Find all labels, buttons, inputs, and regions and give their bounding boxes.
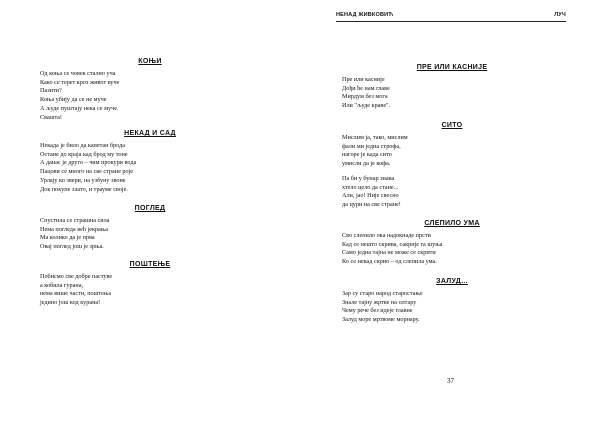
poem-line: једино још код курана! <box>40 299 101 307</box>
poem-sito <box>342 122 562 216</box>
poem-line: нема више части, поштења <box>40 290 112 298</box>
running-head <box>336 12 566 22</box>
poem-postenje <box>40 261 260 314</box>
poem-line: фали ми једна строфа, <box>342 142 401 150</box>
poem-line: да цури на све стране! <box>342 200 401 208</box>
poem-line: Овај поглед још је зрња. <box>40 243 104 251</box>
poem-line: Урлају ко звери, на узбуну звоне <box>40 176 126 184</box>
poem-title: ПРЕ ИЛИ КАСНИЈЕ <box>416 64 488 71</box>
poem-line: Ко се некад скрио – од слепила ума. <box>342 258 437 266</box>
poem-line: Пре или касније <box>342 76 385 83</box>
poem-line: Сваштa! <box>40 113 62 121</box>
poem-line: Нема погледа већ јекрања <box>40 225 109 233</box>
stanza <box>40 142 260 194</box>
poem-line: Знале тајну жртве на олтару <box>342 298 417 306</box>
poem-line: Мислим ја, тако, мислим <box>342 134 408 141</box>
page-number: 37 <box>447 377 454 385</box>
stanza <box>40 70 260 122</box>
poem-line: Коња убију да се не муче <box>40 96 107 104</box>
poem-line: Или "људе краве". <box>342 102 391 110</box>
poem-line: Зар су старо народ старостање <box>342 290 423 297</box>
stanza <box>342 134 562 169</box>
poem-line: Залуд море мртвоме морнару. <box>342 316 420 324</box>
poem-pogled <box>40 205 260 258</box>
poem-line: а кобила гурана, <box>40 281 83 289</box>
poem-title: НЕКАД И САД <box>124 130 176 137</box>
poem-line: Само једна тајна не може се скрити <box>342 249 436 257</box>
poem-title: ПОГЛЕД <box>134 205 166 212</box>
poem-nekad-i-sad <box>40 130 260 200</box>
poem-line: Док покупе злато, и трауме своје. <box>40 185 128 193</box>
poem-line: Кад се нешто скрива, сакрије га шуња <box>342 240 443 248</box>
poem-title: КОЊИ <box>138 58 162 65</box>
poem-zalud <box>342 278 562 331</box>
poem-line: нагоре је када сито <box>342 151 392 159</box>
poem-title: СЛЕПИЛО УМА <box>424 220 480 227</box>
poem-line: Пацови се много на све стране роје <box>40 168 134 176</box>
poem-line: умисли да је кофа. <box>342 160 391 168</box>
poem-line: Пазити? <box>40 87 62 95</box>
poem-title: ПОШТЕЊЕ <box>129 261 171 268</box>
stanza <box>342 232 562 267</box>
header-book-title: ЛУЧ <box>554 12 566 18</box>
poem-line: Некада је било да капетан брода <box>40 142 126 149</box>
stanza <box>40 217 260 252</box>
poem-konji <box>40 58 260 128</box>
right-page <box>300 0 600 424</box>
poem-line: Спустила се страшна сила <box>40 217 110 224</box>
poem-slepilo-uma <box>342 220 562 273</box>
poem-line: Остане до краја кад брод му тоне <box>40 150 128 158</box>
poem-line: Сво слепило ока надокнаде прсти <box>342 232 431 239</box>
poem-line: Па би у бунар знава <box>342 174 395 182</box>
header-author: НЕНАД ЖИВКОВИЋ <box>336 12 394 18</box>
poem-line: А људе пуштају нека се муче. <box>40 104 119 112</box>
poem-line: Побисмо све добре пастуве <box>40 273 113 280</box>
stanza <box>342 76 562 111</box>
poem-pre-ili-kasnije <box>342 64 562 117</box>
poem-line: Дођи ће нам главе <box>342 84 390 92</box>
poem-line: Од коња се човек стално уча <box>40 70 116 77</box>
stanza <box>342 175 562 210</box>
poem-line: Чему рече без идеје главне <box>342 307 413 315</box>
poem-title: СИТО <box>441 122 463 129</box>
poem-line: Ма колико да је прва <box>40 234 95 242</box>
poem-line: А данас је друго – чим прокури вода <box>40 159 137 167</box>
poem-title: ЗАЛУД... <box>436 278 468 285</box>
poem-line: Али, јао! Није свесно <box>342 192 399 200</box>
stanza <box>342 290 562 325</box>
stanza <box>40 273 260 308</box>
poem-line: Како се терет кроз живот вуче <box>40 78 120 86</box>
poem-line: хтело целo да стане... <box>342 183 399 191</box>
poem-line: Мирдум без мога <box>342 93 388 101</box>
